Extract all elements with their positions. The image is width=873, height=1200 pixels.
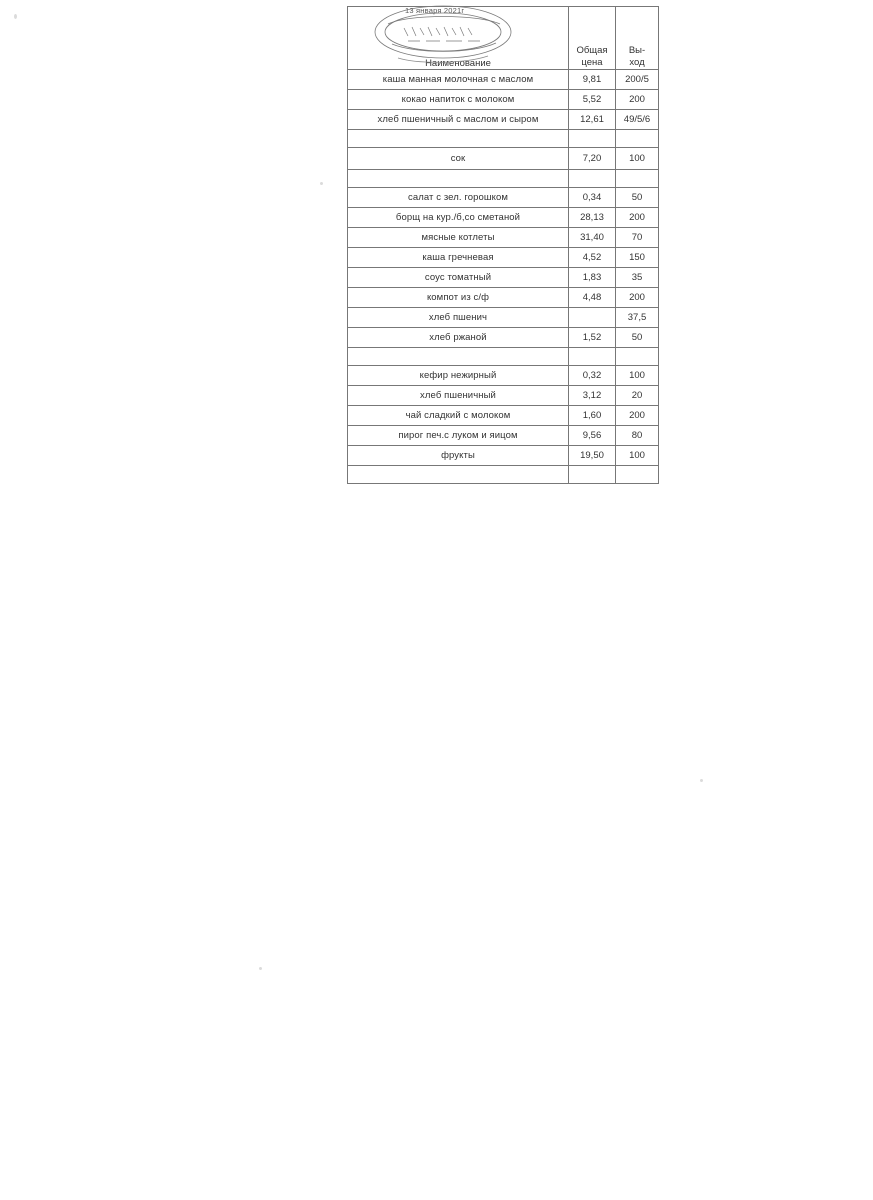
cell-name: кокао напиток с молоком bbox=[348, 90, 569, 110]
cell-price bbox=[569, 170, 616, 188]
cell-out: 35 bbox=[616, 268, 659, 288]
cell-name: каша гречневая bbox=[348, 248, 569, 268]
cell-name: соус томатный bbox=[348, 268, 569, 288]
cell-out: 70 bbox=[616, 228, 659, 248]
cell-name: кефир нежирный bbox=[348, 366, 569, 386]
cell-price: 12,61 bbox=[569, 110, 616, 130]
scan-speck bbox=[320, 182, 323, 185]
cell-name bbox=[348, 466, 569, 484]
cell-out: 200 bbox=[616, 90, 659, 110]
cell-out: 50 bbox=[616, 188, 659, 208]
cell-out: 49/5/6 bbox=[616, 110, 659, 130]
menu-table-body bbox=[348, 7, 659, 484]
cell-out: 80 bbox=[616, 426, 659, 446]
cell-price: 1,52 bbox=[569, 328, 616, 348]
cell-name bbox=[348, 130, 569, 148]
column-header-price bbox=[569, 7, 616, 70]
cell-out bbox=[616, 466, 659, 484]
table-row bbox=[348, 110, 659, 130]
column-header-price-line1: Общая bbox=[576, 45, 608, 56]
table-row bbox=[348, 228, 659, 248]
table-row bbox=[348, 268, 659, 288]
scan-speck bbox=[700, 779, 703, 782]
cell-price: 4,48 bbox=[569, 288, 616, 308]
column-header-out-line1: Вы- bbox=[628, 45, 646, 56]
table-row bbox=[348, 406, 659, 426]
cell-price: 9,56 bbox=[569, 426, 616, 446]
cell-out: 200 bbox=[616, 288, 659, 308]
cell-price: 1,83 bbox=[569, 268, 616, 288]
cell-price: 19,50 bbox=[569, 446, 616, 466]
table-header-row bbox=[348, 7, 659, 70]
cell-name: пирог печ.с луком и яицом bbox=[348, 426, 569, 446]
cell-price: 7,20 bbox=[569, 148, 616, 170]
table-row bbox=[348, 288, 659, 308]
cell-out: 150 bbox=[616, 248, 659, 268]
cell-price: 3,12 bbox=[569, 386, 616, 406]
table-row bbox=[348, 386, 659, 406]
cell-price: 0,32 bbox=[569, 366, 616, 386]
cell-price: 5,52 bbox=[569, 90, 616, 110]
cell-name: фрукты bbox=[348, 446, 569, 466]
cell-name bbox=[348, 170, 569, 188]
cell-price: 31,40 bbox=[569, 228, 616, 248]
cell-out: 50 bbox=[616, 328, 659, 348]
cell-out: 100 bbox=[616, 366, 659, 386]
scan-speck bbox=[14, 14, 17, 19]
cell-name: мясные котлеты bbox=[348, 228, 569, 248]
table-row bbox=[348, 426, 659, 446]
table-row bbox=[348, 188, 659, 208]
cell-name: салат с зел. горошком bbox=[348, 188, 569, 208]
table-row bbox=[348, 248, 659, 268]
table-row bbox=[348, 328, 659, 348]
cell-out bbox=[616, 170, 659, 188]
table-row-empty bbox=[348, 466, 659, 484]
cell-out bbox=[616, 130, 659, 148]
table-row bbox=[348, 446, 659, 466]
cell-price: 0,34 bbox=[569, 188, 616, 208]
menu-table bbox=[347, 6, 659, 484]
table-row-empty bbox=[348, 348, 659, 366]
cell-out: 20 bbox=[616, 386, 659, 406]
cell-out: 37,5 bbox=[616, 308, 659, 328]
cell-price: 9,81 bbox=[569, 70, 616, 90]
cell-out: 100 bbox=[616, 446, 659, 466]
table-row-empty bbox=[348, 130, 659, 148]
cell-price bbox=[569, 466, 616, 484]
cell-name: компот из с/ф bbox=[348, 288, 569, 308]
cell-out: 200 bbox=[616, 406, 659, 426]
cell-price: 4,52 bbox=[569, 248, 616, 268]
cell-out: 200/5 bbox=[616, 70, 659, 90]
table-row bbox=[348, 148, 659, 170]
column-header-price-line2: цена bbox=[581, 57, 603, 68]
cell-name: хлеб пшенич bbox=[348, 308, 569, 328]
cell-price bbox=[569, 308, 616, 328]
table-row bbox=[348, 308, 659, 328]
stamp-date-text: 13 января 2021г bbox=[405, 6, 465, 15]
table-row bbox=[348, 90, 659, 110]
table-row bbox=[348, 208, 659, 228]
column-header-name: Наименование bbox=[348, 7, 569, 70]
cell-name: борщ на кур./б,со сметаной bbox=[348, 208, 569, 228]
menu-document bbox=[347, 6, 658, 484]
table-row-empty bbox=[348, 170, 659, 188]
column-header-out bbox=[616, 7, 659, 70]
cell-out bbox=[616, 348, 659, 366]
cell-name bbox=[348, 348, 569, 366]
table-row bbox=[348, 366, 659, 386]
cell-price bbox=[569, 348, 616, 366]
cell-name: каша манная молочная с маслом bbox=[348, 70, 569, 90]
cell-name: чай сладкий с молоком bbox=[348, 406, 569, 426]
cell-price: 28,13 bbox=[569, 208, 616, 228]
column-header-out-line2: ход bbox=[629, 57, 645, 68]
cell-name: хлеб ржаной bbox=[348, 328, 569, 348]
cell-name: сок bbox=[348, 148, 569, 170]
cell-out: 100 bbox=[616, 148, 659, 170]
cell-name: хлеб пшеничный bbox=[348, 386, 569, 406]
cell-price: 1,60 bbox=[569, 406, 616, 426]
table-row bbox=[348, 70, 659, 90]
cell-price bbox=[569, 130, 616, 148]
scan-speck bbox=[259, 967, 262, 970]
cell-out: 200 bbox=[616, 208, 659, 228]
cell-name: хлеб пшеничный с маслом и сыром bbox=[348, 110, 569, 130]
